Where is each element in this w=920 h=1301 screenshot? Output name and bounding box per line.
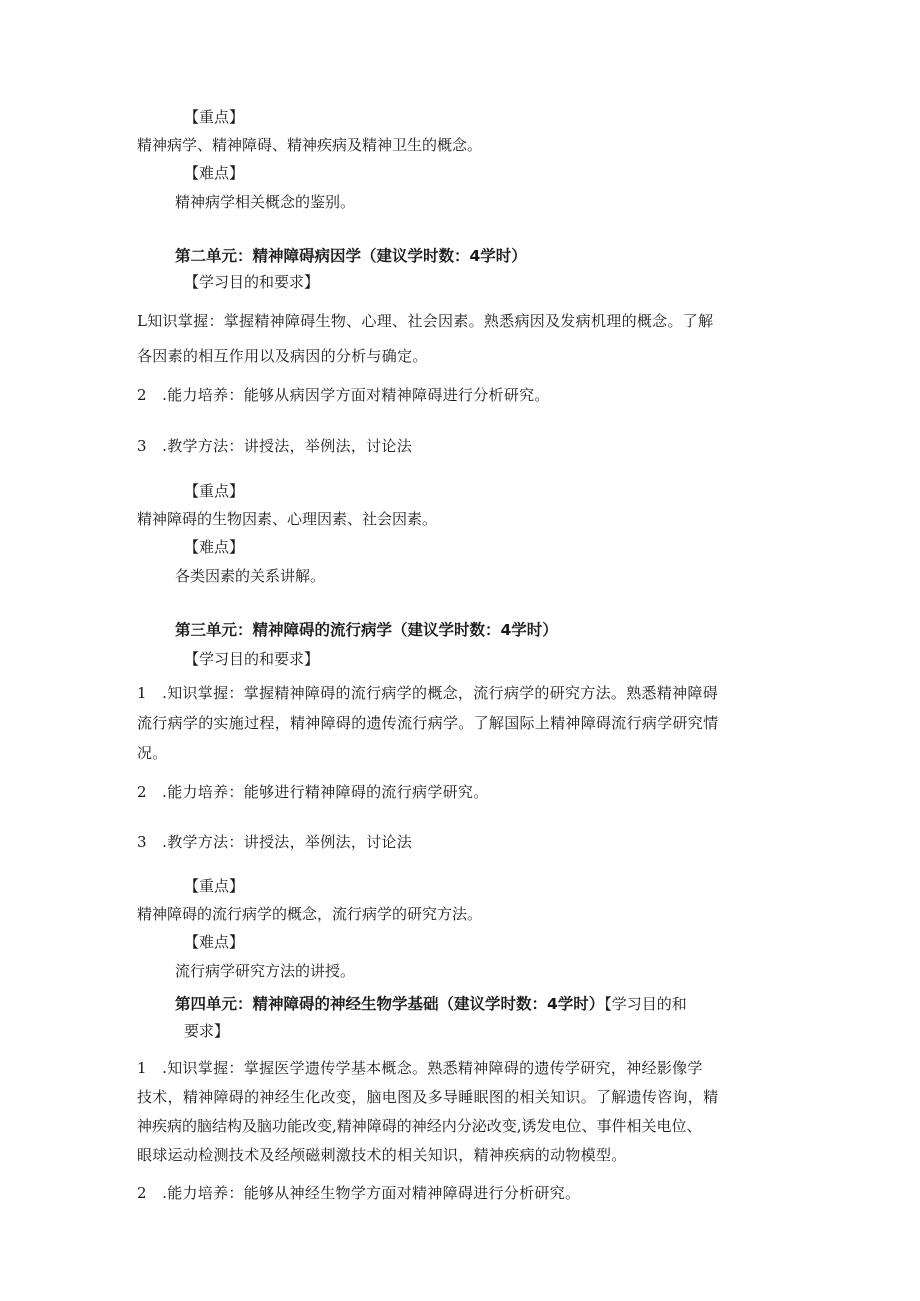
unit-4-item-1-line-3: 神疾病的脑结构及脑功能改变,精神障碍的神经内分泌改变,诱发电位、事件相关电位、 — [137, 1117, 702, 1135]
unit-4-item-1-line-1: 1 .知识掌握：掌握医学遗传学基本概念。熟悉精神障碍的遗传学研究，神经影像学 — [137, 1059, 703, 1077]
unit-3-item-3: 3 .教学方法：讲授法，举例法，讨论法 — [137, 833, 413, 851]
unit-2-item-1-line-1: L知识掌握：掌握精神障碍生物、心理、社会因素。熟悉病因及发病机理的概念。了解 — [137, 312, 714, 330]
unit-2-title: 第二单元：精神障碍病因学（建议学时数：4学时） — [175, 247, 527, 265]
unit-2-key-text: 精神障碍的生物因素、心理因素、社会因素。 — [137, 510, 438, 528]
unit-3-difficulty-label: 【难点】 — [184, 933, 245, 951]
unit-2-item-1-line-2: 各因素的相互作用以及病因的分析与确定。 — [137, 347, 428, 365]
unit-3-difficulty-text: 流行病学研究方法的讲授。 — [175, 962, 356, 980]
unit-3-item-1-line-3: 况。 — [137, 744, 168, 762]
unit-3-goals-label: 【学习目的和要求】 — [184, 650, 320, 668]
unit-4-title: 第四单元：精神障碍的神经生物学基础（建议学时数：4学时） — [175, 995, 605, 1013]
unit-2-key-label: 【重点】 — [184, 482, 245, 500]
difficulty-label: 【难点】 — [184, 164, 245, 182]
unit-4-item-2: 2 .能力培养：能够从神经生物学方面对精神障碍进行分析研究。 — [137, 1184, 581, 1202]
key-points-text: 精神病学、精神障碍、精神疾病及精神卫生的概念。 — [137, 136, 483, 154]
unit-2-difficulty-label: 【难点】 — [184, 538, 245, 556]
unit-3-item-2: 2 .能力培养：能够进行精神障碍的流行病学研究。 — [137, 783, 489, 801]
unit-4-item-1-line-2: 技术，精神障碍的神经生化改变，脑电图及多导睡眠图的相关知识。了解遗传咨询，精 — [137, 1088, 719, 1106]
unit-4-title-row — [175, 994, 687, 1014]
unit-3-key-label: 【重点】 — [184, 877, 245, 895]
unit-2-item-3: 3 .教学方法：讲授法，举例法，讨论法 — [137, 437, 413, 455]
unit-3-item-1-line-2: 流行病学的实施过程，精神障碍的遗传流行病学。了解国际上精神障碍流行病学研究情 — [137, 714, 719, 732]
unit-4-goals-label: 【学习目的和 — [604, 995, 687, 1013]
unit-3-key-text: 精神障碍的流行病学的概念，流行病学的研究方法。 — [137, 905, 483, 923]
unit-3-item-1-line-1: 1 .知识掌握：掌握精神障碍的流行病学的概念，流行病学的研究方法。熟悉精神障碍 — [137, 684, 719, 702]
unit-2-goals-label: 【学习目的和要求】 — [184, 273, 320, 291]
unit-2-difficulty-text: 各类因素的关系讲解。 — [175, 567, 326, 585]
key-points-label: 【重点】 — [184, 108, 245, 126]
unit-3-title: 第三单元：精神障碍的流行病学（建议学时数：4学时） — [175, 621, 558, 639]
unit-4-goals-label-cont: 要求】 — [184, 1022, 230, 1040]
difficulty-text: 精神病学相关概念的鉴别。 — [175, 193, 356, 211]
unit-2-item-2: 2 .能力培养：能够从病因学方面对精神障碍进行分析研究。 — [137, 386, 550, 404]
unit-4-item-1-line-4: 眼球运动检测技术及经颅磁刺激技术的相关知识，精神疾病的动物模型。 — [137, 1146, 627, 1164]
